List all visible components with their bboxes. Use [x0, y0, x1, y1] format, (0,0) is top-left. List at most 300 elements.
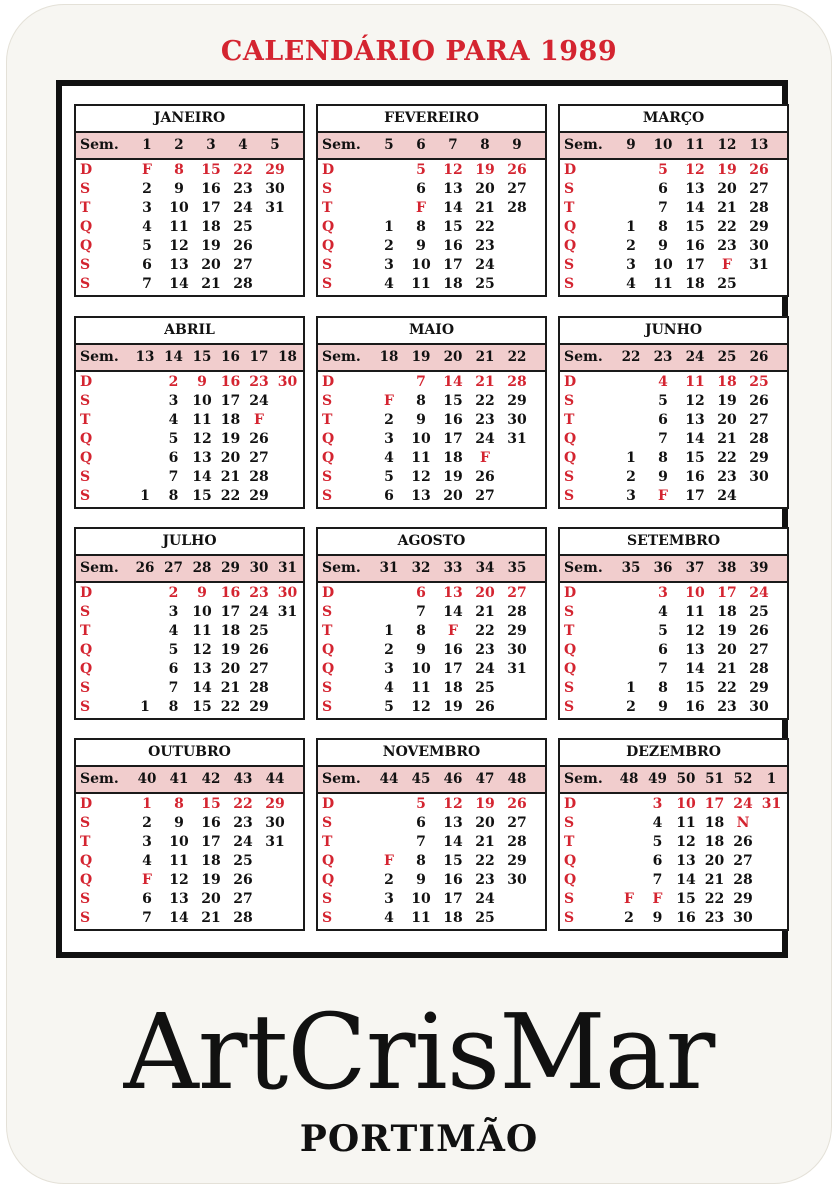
day-cell: 9	[174, 181, 184, 197]
week-number: 10	[653, 137, 673, 153]
day-cell: 19	[717, 623, 737, 639]
day-cell: 27	[733, 853, 753, 869]
day-cell: 8	[416, 853, 426, 869]
day-cell: 9	[197, 585, 207, 601]
day-cell: 17	[443, 431, 463, 447]
day-cell: F	[142, 872, 152, 888]
day-cell: 15	[443, 853, 463, 869]
day-cell: 12	[169, 872, 189, 888]
day-cell: F	[142, 162, 152, 178]
day-cell: 29	[507, 623, 527, 639]
weekday-letter: D	[322, 796, 335, 812]
day-cell: 22	[220, 488, 241, 504]
day-cell: 4	[384, 276, 394, 292]
day-cell: 6	[658, 412, 668, 428]
week-number-row	[560, 345, 787, 372]
day-cell: F	[652, 891, 663, 907]
weekday-letter: Q	[564, 853, 577, 869]
day-cell: 6	[384, 488, 394, 504]
month-name: JANEIRO	[76, 106, 303, 133]
day-cell: 12	[443, 162, 463, 178]
day-cell: 6	[658, 642, 668, 658]
day-cell: 23	[717, 699, 737, 715]
day-cell: F	[384, 393, 394, 409]
day-cell: 10	[169, 834, 189, 850]
calendar-title: CALENDÁRIO PARA 1989	[220, 36, 618, 67]
day-cell: 19	[475, 796, 495, 812]
day-cell: 25	[233, 853, 253, 869]
day-cell: 23	[717, 469, 737, 485]
week-number: 25	[717, 349, 737, 365]
day-cell: 28	[249, 680, 269, 696]
weekday-letter: T	[80, 834, 91, 850]
day-cell: 17	[685, 488, 705, 504]
day-cell: 3	[652, 796, 663, 812]
day-cell: 2	[142, 181, 152, 197]
day-cell: 13	[685, 181, 705, 197]
day-cell: 21	[475, 604, 495, 620]
day-cell: 19	[475, 162, 495, 178]
week-number: 32	[411, 560, 431, 576]
month-name: OUTUBRO	[76, 740, 303, 767]
day-cell: 4	[658, 604, 668, 620]
weekday-letter: S	[322, 393, 333, 409]
weekday-letter: Q	[322, 450, 335, 466]
day-cell: 4	[384, 450, 394, 466]
day-cell: 13	[685, 642, 705, 658]
weekday-letter: Q	[80, 872, 93, 888]
week-label: Sem.	[322, 771, 361, 787]
day-cell: 23	[233, 181, 253, 197]
day-cell: 19	[201, 238, 221, 254]
week-number: 42	[201, 771, 221, 787]
day-cell: 7	[168, 680, 179, 696]
day-cell: 14	[443, 834, 463, 850]
weekday-letter: Q	[322, 219, 335, 235]
day-cell: 3	[626, 488, 636, 504]
week-number: 2	[174, 137, 184, 153]
week-number: 13	[135, 349, 155, 365]
day-cell: 24	[717, 488, 737, 504]
day-cell: 1	[626, 450, 636, 466]
week-number: 8	[480, 137, 490, 153]
day-cell: 23	[475, 238, 495, 254]
day-cell: F	[624, 891, 634, 907]
weekday-letter: T	[80, 412, 91, 428]
day-cell: 13	[685, 412, 705, 428]
week-number: 18	[379, 349, 399, 365]
day-cell: 29	[507, 853, 527, 869]
week-number: 38	[717, 560, 737, 576]
weekday-letter: T	[80, 623, 91, 639]
day-cell: 12	[443, 796, 463, 812]
day-cell: 21	[475, 834, 495, 850]
days-grid	[318, 372, 545, 507]
day-cell: 17	[201, 834, 221, 850]
days-grid	[76, 583, 303, 718]
weekday-letter: Q	[564, 661, 577, 677]
day-cell: 12	[685, 162, 705, 178]
day-cell: 8	[168, 699, 179, 715]
day-cell: 4	[384, 680, 394, 696]
day-cell: 10	[676, 796, 696, 812]
day-cell: 20	[220, 661, 241, 677]
calendar-frame	[56, 80, 788, 958]
weekday-letter: Q	[322, 661, 335, 677]
day-cell: 11	[676, 815, 696, 831]
day-cell: 12	[411, 699, 431, 715]
week-label: Sem.	[80, 137, 119, 153]
day-cell: 23	[475, 872, 495, 888]
days-grid	[318, 583, 545, 718]
day-cell: 14	[685, 431, 705, 447]
week-number: 1	[766, 771, 777, 787]
weekday-letter: T	[564, 200, 575, 216]
day-cell: 2	[384, 238, 394, 254]
week-number: 34	[475, 560, 495, 576]
day-cell: 4	[142, 219, 152, 235]
day-cell: 16	[201, 815, 221, 831]
day-cell: 14	[685, 200, 705, 216]
day-cell: 13	[169, 257, 189, 273]
month-name: DEZEMBRO	[560, 740, 787, 767]
day-cell: 18	[443, 910, 463, 926]
day-cell: 21	[201, 910, 221, 926]
day-cell: 2	[624, 910, 634, 926]
weekday-letter: Q	[322, 238, 335, 254]
weekday-letter: Q	[564, 450, 577, 466]
day-cell: 25	[475, 276, 495, 292]
day-cell: 16	[443, 412, 463, 428]
month-block	[316, 738, 547, 931]
weekday-letter: S	[322, 815, 333, 831]
day-cell: 9	[658, 469, 668, 485]
week-number: 7	[448, 137, 458, 153]
day-cell: 17	[443, 661, 463, 677]
weekday-letter: S	[80, 488, 91, 504]
day-cell: 13	[443, 815, 463, 831]
day-cell: 31	[265, 834, 285, 850]
day-cell: 29	[749, 219, 769, 235]
weekday-letter: T	[564, 834, 575, 850]
day-cell: 29	[265, 796, 285, 812]
day-cell: 5	[384, 699, 394, 715]
day-cell: 12	[192, 642, 212, 658]
day-cell: 7	[658, 431, 668, 447]
day-cell: 12	[169, 238, 189, 254]
day-cell: 6	[658, 181, 668, 197]
weekday-letter: Q	[564, 642, 577, 658]
day-cell: 17	[220, 604, 241, 620]
day-cell: 23	[475, 642, 495, 658]
weekday-letter: Q	[564, 219, 577, 235]
day-cell: 28	[749, 431, 769, 447]
week-number: 36	[653, 560, 673, 576]
days-grid	[318, 160, 545, 295]
day-cell: 1	[142, 796, 152, 812]
day-cell: 27	[749, 181, 769, 197]
day-cell: 6	[168, 450, 179, 466]
week-number-row	[318, 133, 545, 160]
week-number: 35	[621, 560, 641, 576]
weekday-letter: S	[564, 604, 575, 620]
day-cell: 10	[192, 393, 212, 409]
day-cell: 14	[676, 872, 696, 888]
weekday-letter: S	[80, 276, 91, 292]
day-cell: 11	[411, 450, 431, 466]
week-number-row	[76, 345, 303, 372]
day-cell: 25	[749, 374, 769, 390]
day-cell: 22	[220, 699, 241, 715]
day-cell: 29	[749, 450, 769, 466]
weekday-letter: S	[564, 393, 575, 409]
day-cell: 20	[717, 642, 737, 658]
weekday-letter: S	[564, 891, 575, 907]
week-number: 43	[233, 771, 253, 787]
days-grid	[318, 794, 545, 929]
day-cell: 19	[220, 642, 241, 658]
day-cell: 29	[249, 488, 269, 504]
week-number: 30	[249, 560, 269, 576]
day-cell: 5	[652, 834, 663, 850]
weekday-letter: S	[564, 469, 575, 485]
day-cell: 21	[201, 276, 221, 292]
day-cell: 10	[411, 257, 431, 273]
weekday-letter: S	[564, 488, 575, 504]
day-cell: 9	[658, 238, 668, 254]
week-label: Sem.	[80, 349, 119, 365]
weekday-letter: S	[322, 680, 333, 696]
weekday-letter: S	[322, 604, 333, 620]
week-number: 48	[507, 771, 527, 787]
day-cell: 10	[411, 891, 431, 907]
day-cell: 5	[658, 623, 668, 639]
day-cell: 26	[507, 162, 527, 178]
day-cell: 22	[717, 219, 737, 235]
weekday-letter: S	[80, 393, 91, 409]
day-cell: 17	[443, 891, 463, 907]
day-cell: 28	[749, 661, 769, 677]
week-number-row	[76, 556, 303, 583]
month-name: JUNHO	[560, 318, 787, 345]
day-cell: 18	[704, 834, 725, 850]
day-cell: 27	[249, 661, 269, 677]
week-number-row	[76, 133, 303, 160]
day-cell: 30	[733, 910, 753, 926]
day-cell: 7	[142, 276, 152, 292]
day-cell: 13	[443, 181, 463, 197]
day-cell: 1	[384, 623, 394, 639]
day-cell: 26	[233, 872, 253, 888]
day-cell: 8	[416, 393, 426, 409]
day-cell: 15	[443, 219, 463, 235]
day-cell: 31	[507, 431, 527, 447]
day-cell: 22	[475, 393, 495, 409]
weekday-letter: S	[564, 815, 575, 831]
day-cell: 13	[192, 450, 212, 466]
day-cell: 28	[507, 834, 527, 850]
day-cell: 12	[192, 431, 212, 447]
month-name: ABRIL	[76, 318, 303, 345]
day-cell: F	[658, 488, 668, 504]
day-cell: 12	[676, 834, 696, 850]
day-cell: F	[480, 450, 490, 466]
day-cell: 5	[384, 469, 394, 485]
day-cell: 4	[658, 374, 668, 390]
day-cell: 21	[717, 661, 737, 677]
day-cell: 20	[717, 412, 737, 428]
day-cell: F	[254, 412, 264, 428]
day-cell: 23	[233, 815, 253, 831]
weekday-letter: S	[80, 910, 91, 926]
day-cell: 20	[475, 181, 495, 197]
weekday-letter: Q	[80, 853, 93, 869]
weekday-letter: T	[80, 200, 91, 216]
day-cell: 12	[685, 623, 705, 639]
weekday-letter: S	[564, 699, 575, 715]
week-number: 52	[733, 771, 753, 787]
day-cell: 27	[507, 181, 527, 197]
day-cell: F	[722, 257, 732, 273]
day-cell: F	[384, 853, 394, 869]
weekday-letter: Q	[322, 853, 335, 869]
day-cell: 17	[220, 393, 241, 409]
day-cell: 1	[626, 219, 636, 235]
week-number: 22	[507, 349, 527, 365]
day-cell: 15	[192, 488, 212, 504]
weekday-letter: Q	[564, 238, 577, 254]
day-cell: 20	[443, 488, 463, 504]
day-cell: 14	[443, 604, 463, 620]
day-cell: 6	[416, 815, 426, 831]
week-label: Sem.	[564, 349, 603, 365]
day-cell: 4	[168, 412, 179, 428]
day-cell: 5	[168, 431, 179, 447]
weekday-letter: S	[80, 815, 91, 831]
day-cell: 9	[197, 374, 207, 390]
week-number: 16	[221, 349, 240, 365]
day-cell: 8	[174, 796, 184, 812]
month-name: NOVEMBRO	[318, 740, 545, 767]
day-cell: 2	[384, 872, 394, 888]
day-cell: 30	[277, 585, 298, 601]
day-cell: 31	[507, 661, 527, 677]
weekday-letter: Q	[564, 872, 577, 888]
day-cell: 2	[626, 699, 636, 715]
day-cell: 16	[443, 642, 463, 658]
day-cell: 30	[265, 181, 285, 197]
day-cell: 26	[749, 162, 769, 178]
week-number: 15	[192, 349, 212, 365]
weekday-letter: T	[322, 412, 333, 428]
day-cell: 24	[475, 257, 495, 273]
day-cell: 8	[416, 219, 426, 235]
day-cell: 22	[233, 796, 253, 812]
day-cell: 7	[168, 469, 179, 485]
day-cell: 11	[192, 623, 212, 639]
day-cell: 2	[168, 374, 179, 390]
weekday-letter: S	[80, 604, 91, 620]
days-grid	[560, 160, 787, 295]
day-cell: 18	[717, 604, 737, 620]
day-cell: 2	[168, 585, 179, 601]
weekday-letter: D	[80, 374, 93, 390]
week-number: 3	[206, 137, 216, 153]
day-cell: 22	[475, 219, 495, 235]
days-grid	[76, 372, 303, 507]
day-cell: 28	[507, 374, 527, 390]
day-cell: F	[416, 200, 426, 216]
days-grid	[560, 372, 787, 507]
day-cell: 22	[717, 450, 737, 466]
day-cell: 10	[411, 431, 431, 447]
day-cell: 24	[749, 585, 769, 601]
day-cell: 30	[749, 699, 769, 715]
day-cell: 27	[749, 642, 769, 658]
day-cell: 23	[249, 585, 269, 601]
week-number: 29	[221, 560, 240, 576]
day-cell: 11	[653, 276, 673, 292]
day-cell: 31	[749, 257, 769, 273]
day-cell: 18	[220, 623, 241, 639]
week-number: 49	[648, 771, 667, 787]
weekday-letter: S	[322, 910, 333, 926]
day-cell: 16	[443, 872, 463, 888]
day-cell: 17	[201, 200, 221, 216]
week-number: 24	[685, 349, 705, 365]
day-cell: 8	[174, 162, 184, 178]
day-cell: 10	[192, 604, 212, 620]
day-cell: 17	[685, 257, 705, 273]
week-number: 12	[717, 137, 737, 153]
day-cell: 14	[192, 469, 212, 485]
day-cell: 12	[685, 393, 705, 409]
day-cell: 18	[704, 815, 725, 831]
day-cell: 8	[658, 680, 668, 696]
day-cell: 2	[626, 238, 636, 254]
day-cell: 11	[169, 853, 189, 869]
brand-name: ArtCrisMar	[123, 991, 715, 1113]
weekday-letter: T	[564, 412, 575, 428]
day-cell: 7	[658, 200, 668, 216]
day-cell: 16	[685, 238, 705, 254]
day-cell: 9	[416, 412, 426, 428]
weekday-letter: D	[80, 585, 93, 601]
day-cell: 3	[384, 257, 394, 273]
week-number: 4	[238, 137, 248, 153]
day-cell: 3	[142, 200, 152, 216]
day-cell: 9	[652, 910, 663, 926]
weekday-letter: S	[322, 469, 333, 485]
day-cell: 25	[249, 623, 269, 639]
day-cell: 9	[416, 238, 426, 254]
day-cell: 28	[507, 604, 527, 620]
day-cell: 16	[220, 585, 241, 601]
week-number-row	[560, 556, 787, 583]
day-cell: 30	[507, 412, 527, 428]
day-cell: 2	[626, 469, 636, 485]
weekday-letter: Q	[80, 450, 93, 466]
day-cell: 12	[411, 469, 431, 485]
month-block	[558, 527, 789, 720]
weekday-letter: Q	[80, 642, 93, 658]
weekday-letter: D	[564, 796, 577, 812]
day-cell: 30	[265, 815, 285, 831]
weekday-letter: Q	[322, 431, 335, 447]
day-cell: 14	[169, 276, 189, 292]
day-cell: 29	[733, 891, 753, 907]
week-number: 48	[619, 771, 639, 787]
